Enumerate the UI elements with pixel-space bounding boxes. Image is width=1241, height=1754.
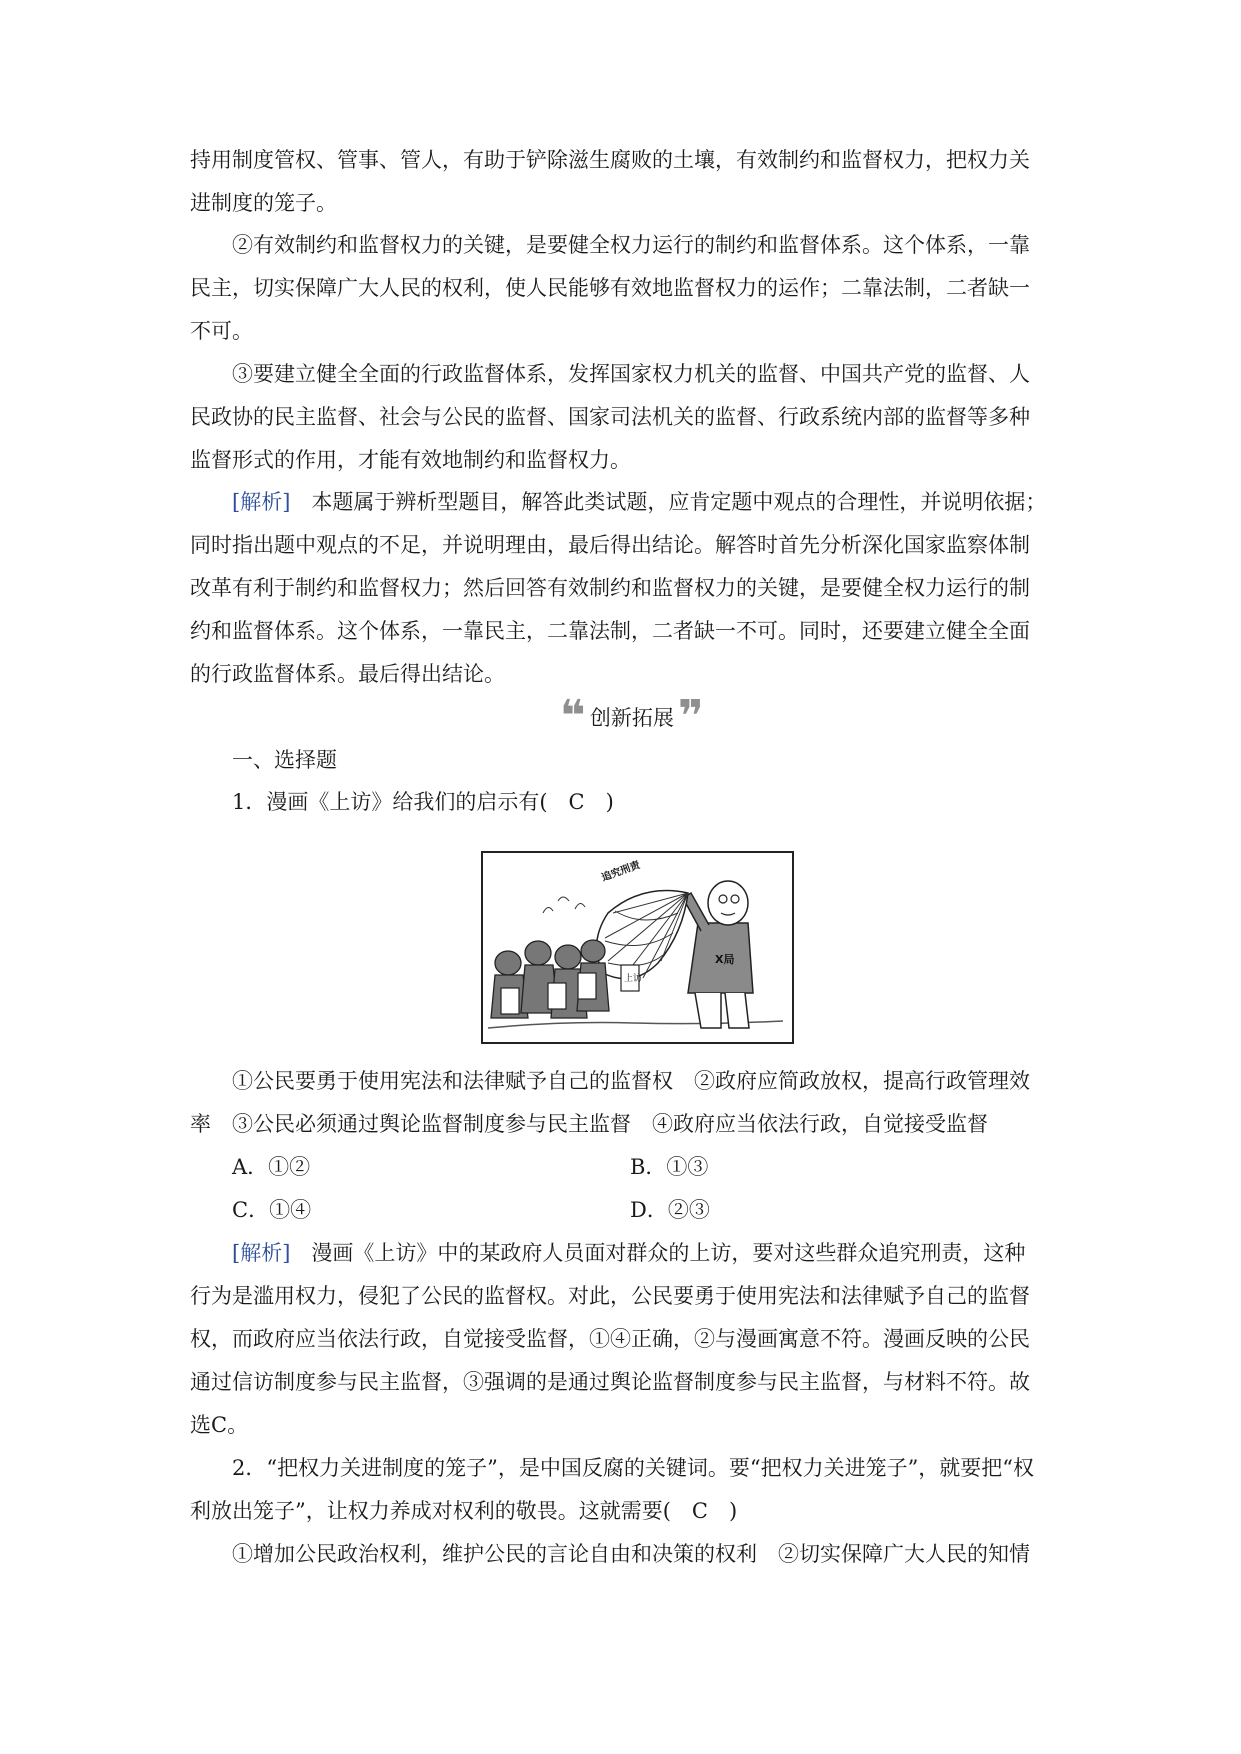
text-line: 持用制度管权、管事、管人，有助于铲除滋生腐败的土壤，有效制约和监督权力，把权力关 <box>190 148 1030 172</box>
text-line: 改革有利于制约和监督权力；然后回答有效制约和监督权力的关键，是要健全权力运行的制 <box>190 576 1030 600</box>
sign-label: 上访 <box>624 974 643 984</box>
section-heading <box>560 691 704 742</box>
analysis-text: 本题属于辨析型题目，解答此类试题，应肯定题中观点的合理性，并说明依据； <box>290 490 1047 514</box>
text-line: 民主，切实保障广大人民的权利，使人民能够有效地监督权力的运作；二靠法制，二者缺一 <box>190 276 1030 300</box>
text-line: 权，而政府应当依法行政，自觉接受监督，①④正确，②与漫画寓意不符。漫画反映的公民 <box>190 1327 1030 1351</box>
analysis-paragraph-2 <box>190 1232 1060 1447</box>
text-line <box>190 481 1060 524</box>
analysis-tag: [解析] <box>232 490 291 514</box>
text-line: 不可。 <box>190 319 253 343</box>
question-2 <box>190 1447 1060 1576</box>
text-line: 的行政监督体系。最后得出结论。 <box>190 662 505 686</box>
continuation-paragraph <box>190 139 1060 225</box>
close-quote-icon: ❞ <box>677 691 704 742</box>
option-a: A．①② <box>232 1155 311 1179</box>
text-line: 通过信访制度参与民主监督，③强调的是通过舆论监督制度参与民主监督，与材料不符。故 <box>190 1370 1030 1394</box>
open-quote-icon: ❝ <box>560 691 586 742</box>
question-1-text: 1．漫画《上访》给我们的启示有( C ) <box>232 790 614 814</box>
text-line <box>190 1232 1060 1275</box>
text-line: 约和监督体系。这个体系，一靠民主，二靠法制，二者缺一不可。同时，还要建立健全全面 <box>190 619 1030 643</box>
text-line: 选C。 <box>190 1413 249 1437</box>
text-line: 进制度的笼子。 <box>190 191 337 215</box>
text-line: 2．“把权力关进制度的笼子”，是中国反腐的关键词。要“把权力关进笼子”，就要把“权 <box>232 1456 1035 1480</box>
analysis-paragraph-1 <box>190 481 1060 696</box>
text-line: ③要建立健全全面的行政监督体系，发挥国家权力机关的监督、中国共产党的监督、人 <box>232 362 1030 386</box>
question-1-stem <box>190 781 1060 824</box>
point-2-paragraph <box>190 224 1060 353</box>
point-3-paragraph <box>190 353 1060 482</box>
option-b: B．①③ <box>630 1155 709 1179</box>
text-line: ①公民要勇于使用宪法和法律赋予自己的监督权 ②政府应简政放权，提高行政管理效 <box>232 1069 1030 1093</box>
analysis-text: 漫画《上访》中的某政府人员面对群众的上访，要对这些群众追究刑责，这种 <box>290 1241 1026 1265</box>
option-d: D．②③ <box>630 1198 710 1222</box>
text-line: 同时指出题中观点的不足，并说明理由，最后得出结论。解答时首先分析深化国家监察体制 <box>190 533 1030 557</box>
question-1-statements <box>190 1060 1060 1146</box>
analysis-tag: [解析] <box>232 1241 291 1265</box>
text-line: 监督形式的作用，才能有效地制约和监督权力。 <box>190 448 631 472</box>
option-c: C．①④ <box>232 1198 312 1222</box>
text-line: 民政协的民主监督、社会与公民的监督、国家司法机关的监督、行政系统内部的监督等多种 <box>190 405 1030 429</box>
section-heading-text: 创新拓展 <box>589 706 674 730</box>
text-line: ②有效制约和监督权力的关键，是要健全权力运行的制约和监督体系。这个体系，一靠 <box>232 233 1030 257</box>
cartoon-image <box>481 851 794 1044</box>
text-line: ①增加公民政治权利，维护公民的言论自由和决策的权利 ②切实保障广大人民的知情 <box>232 1542 1030 1566</box>
text-line: 率 ③公民必须通过舆论监督制度参与民主监督 ④政府应当依法行政，自觉接受监督 <box>190 1112 988 1136</box>
cartoon-drawing <box>483 853 792 1042</box>
text-line: 利放出笼子”，让权力养成对权利的敬畏。这就需要( C ) <box>190 1499 738 1523</box>
text-line: 行为是滥用权力，侵犯了公民的监督权。对此，公民要勇于使用宪法和法律赋予自己的监督 <box>190 1284 1030 1308</box>
subheading <box>190 739 1060 782</box>
official-label: X局 <box>715 953 735 966</box>
net-label: 追究刑责 <box>600 859 642 884</box>
subheading-text: 一、选择题 <box>232 748 337 772</box>
